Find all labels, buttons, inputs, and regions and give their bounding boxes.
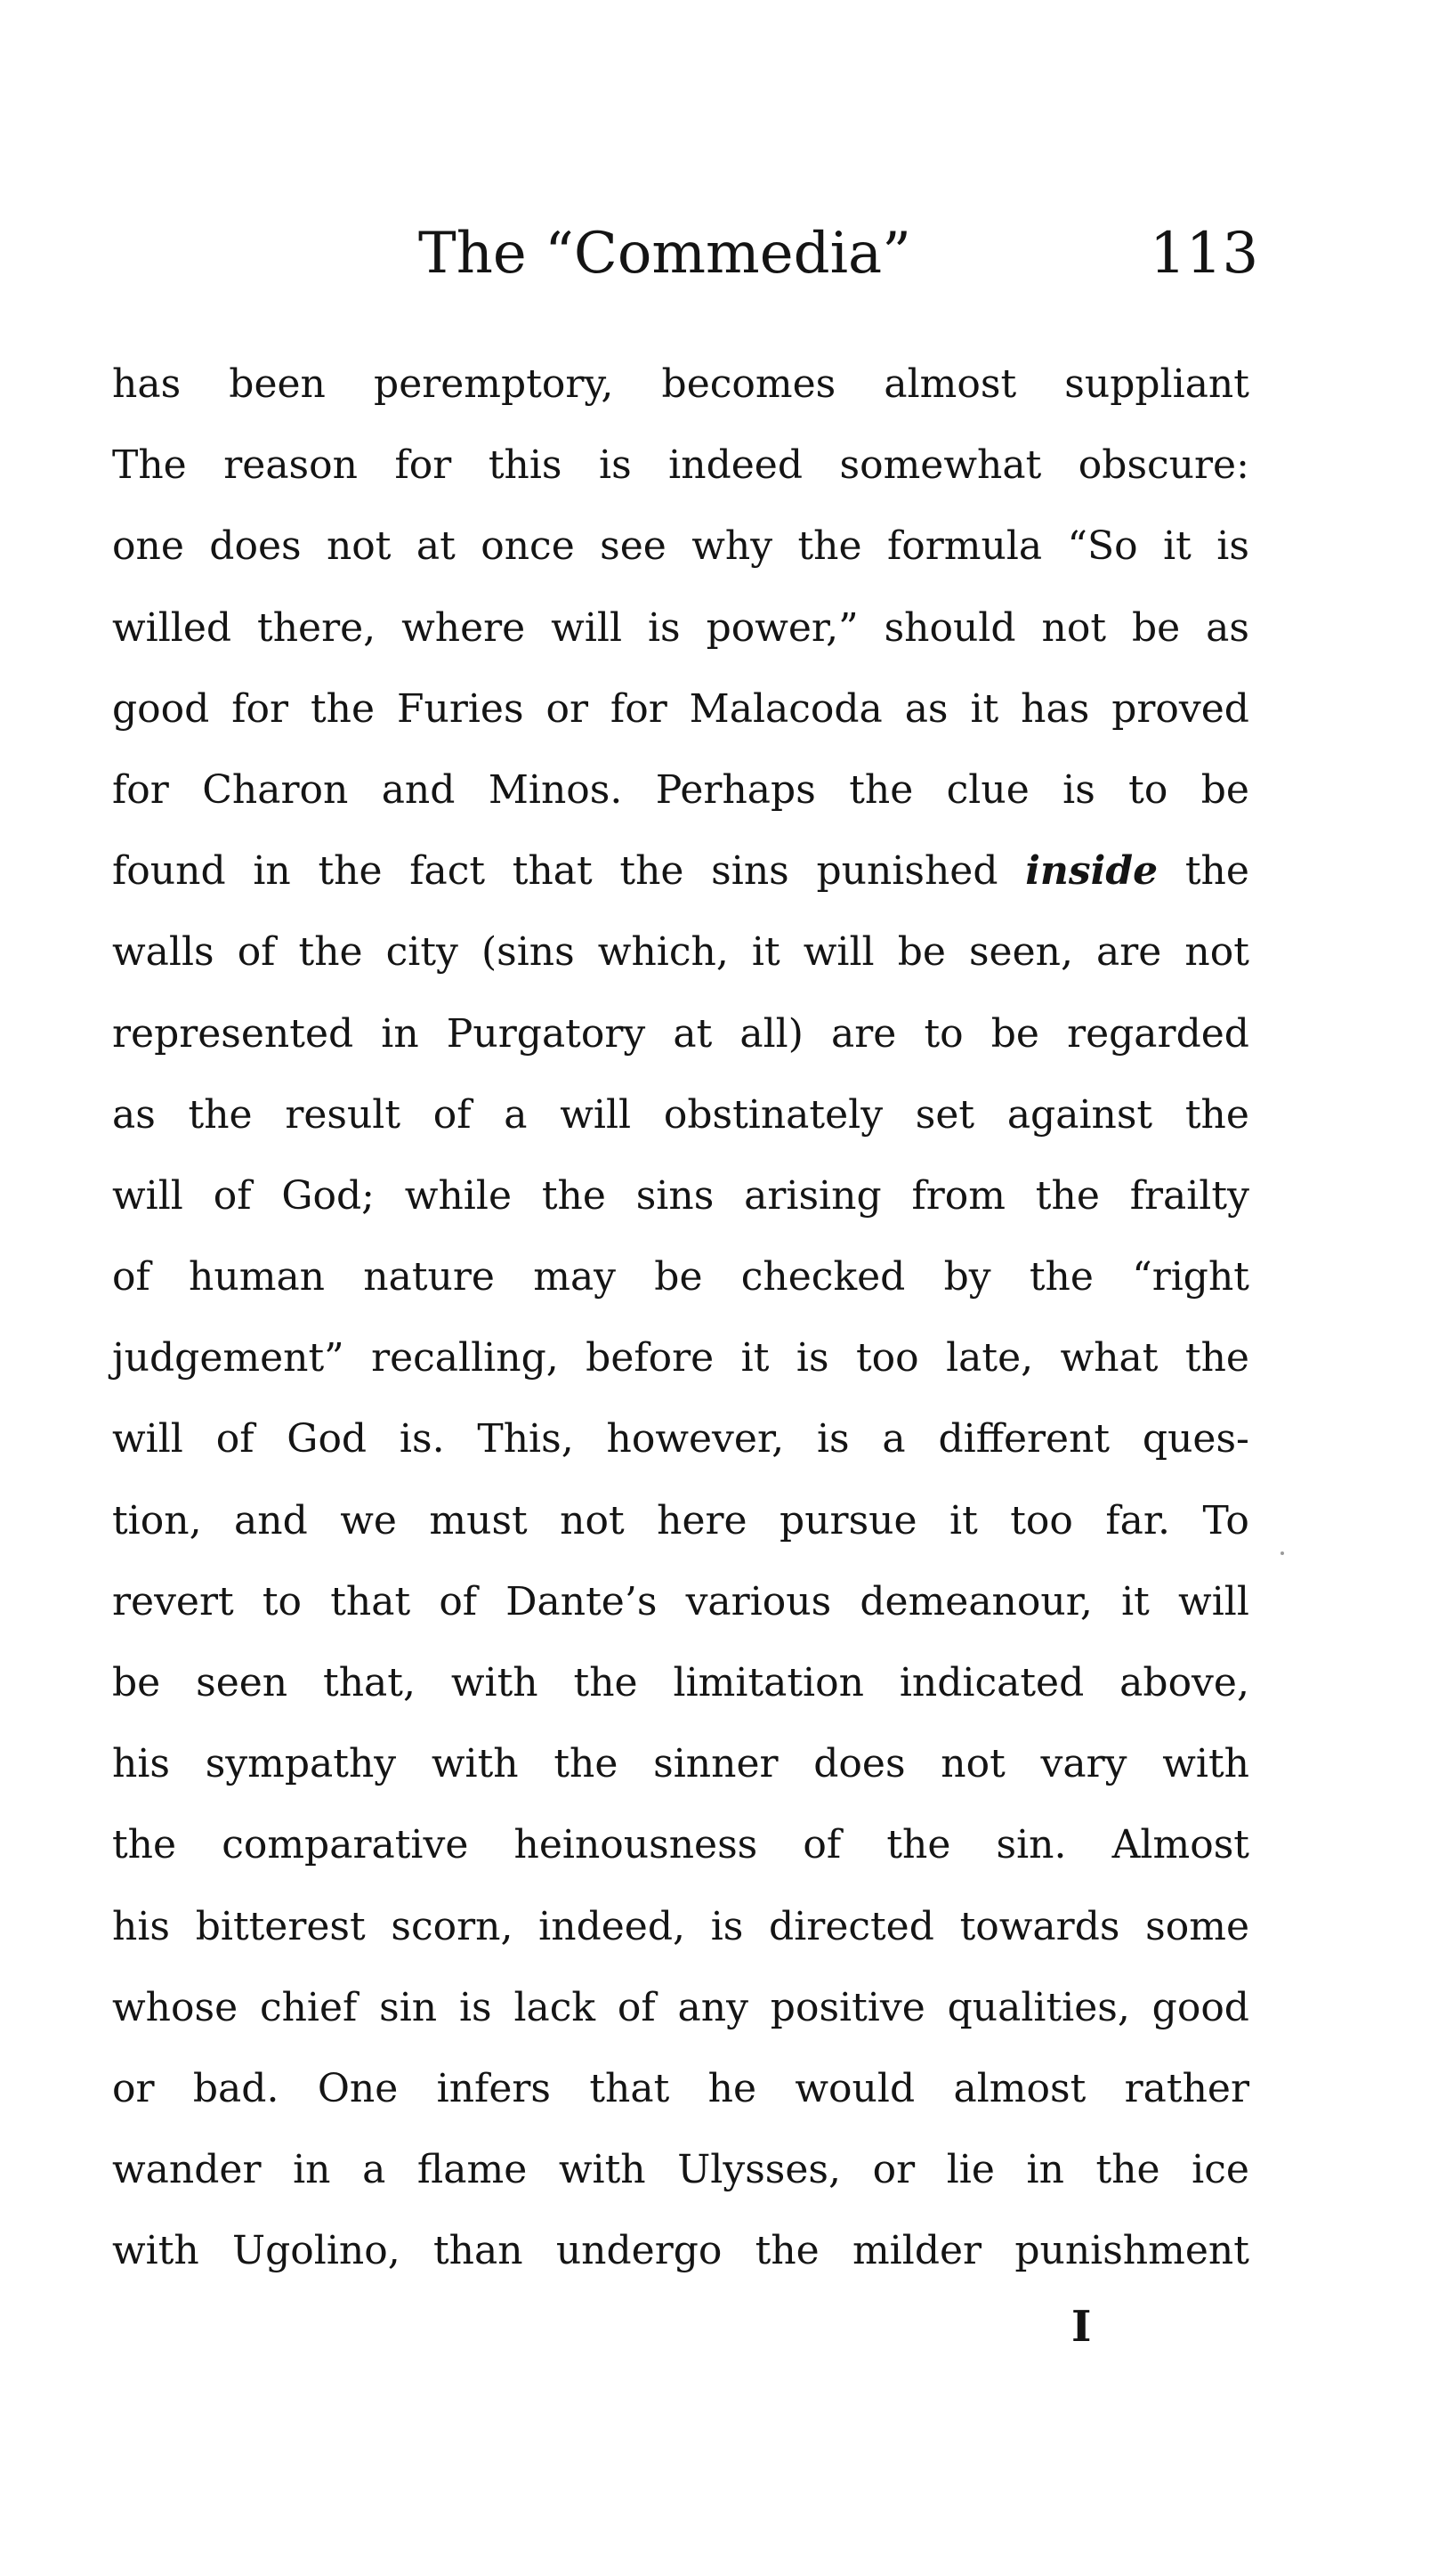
word: a bbox=[882, 1416, 906, 1462]
word: with bbox=[112, 2228, 199, 2274]
text-line bbox=[112, 1155, 1249, 1236]
word: comparative bbox=[222, 1822, 469, 1868]
word: arising bbox=[744, 1172, 882, 1219]
word: not bbox=[326, 523, 392, 570]
word: to bbox=[924, 1010, 964, 1057]
word: are bbox=[1096, 929, 1162, 976]
word: will bbox=[560, 1091, 632, 1138]
word: Dante’s bbox=[505, 1578, 658, 1624]
word: city bbox=[385, 929, 458, 976]
word: for bbox=[394, 442, 452, 489]
word: as bbox=[904, 685, 949, 732]
word: the bbox=[318, 848, 383, 895]
word: and bbox=[381, 766, 456, 813]
word: here bbox=[657, 1497, 747, 1543]
word: the bbox=[1029, 1254, 1094, 1300]
signature-mark: I bbox=[1071, 2302, 1092, 2352]
text-line bbox=[112, 506, 1249, 587]
word: peremptory, bbox=[374, 361, 614, 407]
word: bitterest bbox=[195, 1903, 366, 1949]
word: almost bbox=[884, 361, 1017, 407]
word: be bbox=[1131, 604, 1181, 651]
word: is. bbox=[399, 1416, 445, 1462]
word: heinousness bbox=[513, 1822, 758, 1868]
word: be bbox=[654, 1254, 703, 1300]
word: The bbox=[112, 442, 187, 489]
text-line bbox=[112, 1236, 1249, 1317]
word: indeed bbox=[668, 442, 803, 489]
word: flame bbox=[416, 2147, 528, 2193]
word: willed bbox=[112, 604, 232, 651]
word: the bbox=[298, 929, 363, 976]
word: Ulysses, bbox=[677, 2147, 841, 2193]
word: the bbox=[849, 766, 914, 813]
word: directed bbox=[769, 1903, 934, 1949]
word: the bbox=[755, 2228, 820, 2274]
word: by bbox=[943, 1254, 991, 1300]
text-line bbox=[112, 2210, 1249, 2291]
word: is bbox=[458, 1984, 492, 2030]
word: sin. bbox=[996, 1822, 1067, 1868]
word: to bbox=[1128, 766, 1168, 813]
text-line bbox=[112, 668, 1249, 749]
word: be bbox=[112, 1660, 161, 1705]
word: power,” bbox=[706, 604, 859, 651]
word: different bbox=[938, 1416, 1111, 1462]
word: obstinately bbox=[663, 1091, 884, 1138]
word: pursue bbox=[780, 1497, 917, 1543]
word: however, bbox=[606, 1416, 785, 1462]
word: with bbox=[450, 1660, 538, 1705]
word: of bbox=[237, 929, 276, 976]
word: be bbox=[1200, 766, 1249, 813]
word: not bbox=[1041, 604, 1106, 651]
word: is bbox=[710, 1903, 744, 1949]
word: God bbox=[287, 1416, 368, 1462]
word: is bbox=[796, 1335, 829, 1381]
word: as bbox=[112, 1091, 156, 1138]
text-line bbox=[112, 911, 1249, 992]
word: this bbox=[488, 442, 562, 489]
word: above, bbox=[1119, 1660, 1249, 1705]
word: that, bbox=[323, 1660, 416, 1705]
word: God; bbox=[281, 1172, 375, 1219]
word: Almost bbox=[1111, 1822, 1249, 1868]
word: see bbox=[600, 523, 666, 570]
word: tion, bbox=[112, 1497, 202, 1543]
word: against bbox=[1006, 1091, 1153, 1138]
word: with bbox=[558, 2147, 646, 2193]
word: demeanour, bbox=[860, 1578, 1093, 1624]
word: set bbox=[915, 1091, 975, 1138]
word: whose bbox=[112, 1984, 238, 2030]
word: the bbox=[553, 1741, 618, 1787]
word: as bbox=[1206, 604, 1249, 651]
text-line bbox=[112, 1886, 1249, 1967]
emphasized-word: inside bbox=[1025, 848, 1159, 895]
text-line bbox=[112, 425, 1249, 506]
text-line bbox=[112, 1967, 1249, 2048]
word: Purgatory bbox=[446, 1010, 646, 1057]
word: in bbox=[253, 848, 291, 895]
word: ice bbox=[1192, 2147, 1249, 2193]
word: indeed, bbox=[538, 1903, 685, 1949]
word: of bbox=[213, 1172, 252, 1219]
word: we bbox=[340, 1497, 397, 1543]
word: punishment bbox=[1014, 2228, 1249, 2274]
word: it bbox=[1163, 523, 1192, 570]
word: for bbox=[112, 766, 169, 813]
word: the bbox=[619, 848, 684, 895]
text-line bbox=[112, 1561, 1249, 1642]
word: the bbox=[1184, 1091, 1249, 1138]
word: or bbox=[545, 685, 588, 732]
text-line bbox=[112, 830, 1249, 911]
word: a bbox=[504, 1091, 528, 1138]
word: the bbox=[573, 1660, 638, 1705]
word: the bbox=[886, 1822, 951, 1868]
word: too bbox=[1010, 1497, 1073, 1543]
word: of bbox=[439, 1578, 478, 1624]
word: is bbox=[816, 1416, 850, 1462]
word: the bbox=[310, 685, 376, 732]
word: becomes bbox=[661, 361, 836, 407]
text-line bbox=[112, 2048, 1249, 2129]
word: that bbox=[589, 2065, 670, 2111]
word: somewhat bbox=[839, 442, 1042, 489]
word: “So bbox=[1067, 523, 1138, 570]
word: once bbox=[481, 523, 575, 570]
word: Malacoda bbox=[689, 685, 883, 732]
word: will bbox=[1178, 1578, 1249, 1624]
word: that bbox=[512, 848, 593, 895]
word: lie bbox=[946, 2147, 995, 2193]
text-line bbox=[112, 1480, 1249, 1561]
word: it bbox=[740, 1335, 770, 1381]
word: undergo bbox=[555, 2228, 723, 2274]
word: that bbox=[330, 1578, 411, 1624]
word: has bbox=[1021, 685, 1090, 732]
word: wander bbox=[112, 2147, 262, 2193]
word: at bbox=[673, 1010, 713, 1057]
word: it bbox=[751, 929, 780, 976]
word: vary bbox=[1040, 1741, 1127, 1787]
word: Ugolino, bbox=[232, 2228, 400, 2274]
word: suppliant bbox=[1064, 361, 1249, 407]
word: too bbox=[855, 1335, 919, 1381]
word: why bbox=[691, 523, 773, 570]
text-line bbox=[112, 1804, 1249, 1885]
word: late, bbox=[946, 1335, 1034, 1381]
word: This, bbox=[477, 1416, 574, 1462]
word: the bbox=[1184, 1335, 1249, 1381]
word: will bbox=[112, 1172, 183, 1219]
word: the bbox=[1035, 1172, 1100, 1219]
word: seen, bbox=[968, 929, 1073, 976]
text-line bbox=[112, 1723, 1249, 1804]
word: lack bbox=[513, 1984, 596, 2030]
word: does bbox=[813, 1741, 906, 1787]
word: in bbox=[1026, 2147, 1064, 2193]
word: is bbox=[647, 604, 681, 651]
word: the bbox=[112, 1822, 177, 1868]
word: (sins bbox=[481, 929, 575, 976]
word: punished bbox=[816, 848, 998, 895]
word: before bbox=[586, 1335, 715, 1381]
word: indicated bbox=[899, 1660, 1085, 1705]
word: must bbox=[429, 1497, 528, 1543]
word: Perhaps bbox=[655, 766, 816, 813]
word: not bbox=[560, 1497, 625, 1543]
word: rather bbox=[1124, 2065, 1249, 2111]
word: proved bbox=[1111, 685, 1249, 732]
word: is bbox=[1062, 766, 1095, 813]
word: his bbox=[112, 1741, 170, 1787]
word: good bbox=[1151, 1984, 1249, 2030]
word: regarded bbox=[1067, 1010, 1249, 1057]
word: it bbox=[949, 1497, 978, 1543]
word: it bbox=[970, 685, 999, 732]
word: he bbox=[707, 2065, 757, 2111]
word: for bbox=[231, 685, 289, 732]
running-title: The “Commedia” bbox=[418, 221, 911, 287]
word: the bbox=[1095, 2147, 1160, 2193]
word: Charon bbox=[202, 766, 349, 813]
word: nature bbox=[363, 1254, 495, 1300]
word: frailty bbox=[1129, 1172, 1249, 1219]
word: there, bbox=[257, 604, 376, 651]
word: walls bbox=[112, 929, 214, 976]
word: Furies bbox=[396, 685, 524, 732]
word: in bbox=[293, 2147, 331, 2193]
word: has bbox=[112, 361, 182, 407]
word: reason bbox=[223, 442, 358, 489]
word: not bbox=[1184, 929, 1249, 976]
text-line bbox=[112, 1398, 1249, 1479]
word: sympathy bbox=[205, 1741, 397, 1787]
word: what bbox=[1060, 1335, 1159, 1381]
word: revert bbox=[112, 1578, 234, 1624]
word: qualities, bbox=[947, 1984, 1130, 2030]
word: One bbox=[317, 2065, 399, 2111]
word: any bbox=[677, 1984, 748, 2030]
word: is bbox=[599, 442, 632, 489]
word: good bbox=[112, 685, 210, 732]
word: at bbox=[416, 523, 456, 570]
word: will bbox=[112, 1416, 183, 1462]
word: scorn, bbox=[391, 1903, 513, 1949]
word: should bbox=[884, 604, 1016, 651]
word: in bbox=[381, 1010, 419, 1057]
word: sins bbox=[635, 1172, 715, 1219]
word: of bbox=[215, 1416, 254, 1462]
word: found bbox=[112, 848, 226, 895]
word: which, bbox=[597, 929, 729, 976]
word: towards bbox=[959, 1903, 1120, 1949]
word: judgement” bbox=[112, 1335, 344, 1381]
text-line bbox=[112, 1642, 1249, 1723]
text-line bbox=[112, 1074, 1249, 1155]
word: of bbox=[617, 1984, 656, 2030]
word: far. bbox=[1105, 1497, 1171, 1543]
word: sinner bbox=[653, 1741, 779, 1787]
word: of bbox=[112, 1254, 150, 1300]
word: fact bbox=[409, 848, 486, 895]
text-line bbox=[112, 2129, 1249, 2210]
word: ques- bbox=[1142, 1416, 1249, 1462]
word: clue bbox=[946, 766, 1030, 813]
word: checked bbox=[740, 1254, 906, 1300]
word: formula bbox=[886, 523, 1043, 570]
word: result bbox=[285, 1091, 401, 1138]
word: human bbox=[189, 1254, 326, 1300]
text-line bbox=[112, 749, 1249, 830]
word: the bbox=[1184, 848, 1249, 895]
text-line bbox=[112, 993, 1249, 1074]
word: is bbox=[1216, 523, 1249, 570]
word: some bbox=[1145, 1903, 1249, 1949]
word: To bbox=[1202, 1497, 1249, 1543]
text-line bbox=[112, 344, 1249, 425]
word: with bbox=[1162, 1741, 1249, 1787]
word: to bbox=[262, 1578, 303, 1624]
word: various bbox=[685, 1578, 832, 1624]
word: will bbox=[551, 604, 623, 651]
word: bad. bbox=[192, 2065, 279, 2111]
word: for bbox=[610, 685, 667, 732]
word: be bbox=[990, 1010, 1039, 1057]
word: almost bbox=[953, 2065, 1087, 2111]
body-text bbox=[112, 344, 1249, 2292]
word: been bbox=[229, 361, 326, 407]
word: of bbox=[803, 1822, 842, 1868]
word: obscure: bbox=[1078, 442, 1249, 489]
word: from bbox=[911, 1172, 1006, 1219]
paper-speck bbox=[1280, 1551, 1284, 1555]
word: sin bbox=[379, 1984, 438, 2030]
word: represented bbox=[112, 1010, 354, 1057]
word: all) bbox=[739, 1010, 804, 1057]
word: of bbox=[432, 1091, 472, 1138]
word: limitation bbox=[673, 1660, 864, 1705]
page-header bbox=[0, 218, 1438, 289]
page-number: 113 bbox=[1150, 221, 1259, 287]
word: milder bbox=[852, 2228, 982, 2274]
word: positive bbox=[770, 1984, 925, 2030]
word: recalling, bbox=[371, 1335, 559, 1381]
word: the bbox=[541, 1172, 606, 1219]
word: chief bbox=[259, 1984, 358, 2030]
word: will bbox=[803, 929, 875, 976]
text-line bbox=[112, 587, 1249, 668]
word: does bbox=[209, 523, 302, 570]
word: one bbox=[112, 523, 184, 570]
word: or bbox=[112, 2065, 155, 2111]
word: or bbox=[872, 2147, 916, 2193]
word: sins bbox=[711, 848, 789, 895]
word: infers bbox=[436, 2065, 551, 2111]
word: are bbox=[831, 1010, 897, 1057]
word: not bbox=[941, 1741, 1006, 1787]
word: the bbox=[797, 523, 862, 570]
word: would bbox=[795, 2065, 916, 2111]
word: may bbox=[533, 1254, 617, 1300]
word: Minos. bbox=[488, 766, 623, 813]
word: his bbox=[112, 1903, 170, 1949]
word: be bbox=[897, 929, 946, 976]
word: than bbox=[432, 2228, 523, 2274]
word: while bbox=[404, 1172, 512, 1219]
word: “right bbox=[1132, 1254, 1249, 1300]
word: a bbox=[362, 2147, 386, 2193]
word: it bbox=[1121, 1578, 1150, 1624]
word: the bbox=[188, 1091, 253, 1138]
word: with bbox=[431, 1741, 519, 1787]
word: where bbox=[401, 604, 526, 651]
word: and bbox=[234, 1497, 308, 1543]
word: seen bbox=[196, 1660, 288, 1705]
text-line bbox=[112, 1317, 1249, 1398]
